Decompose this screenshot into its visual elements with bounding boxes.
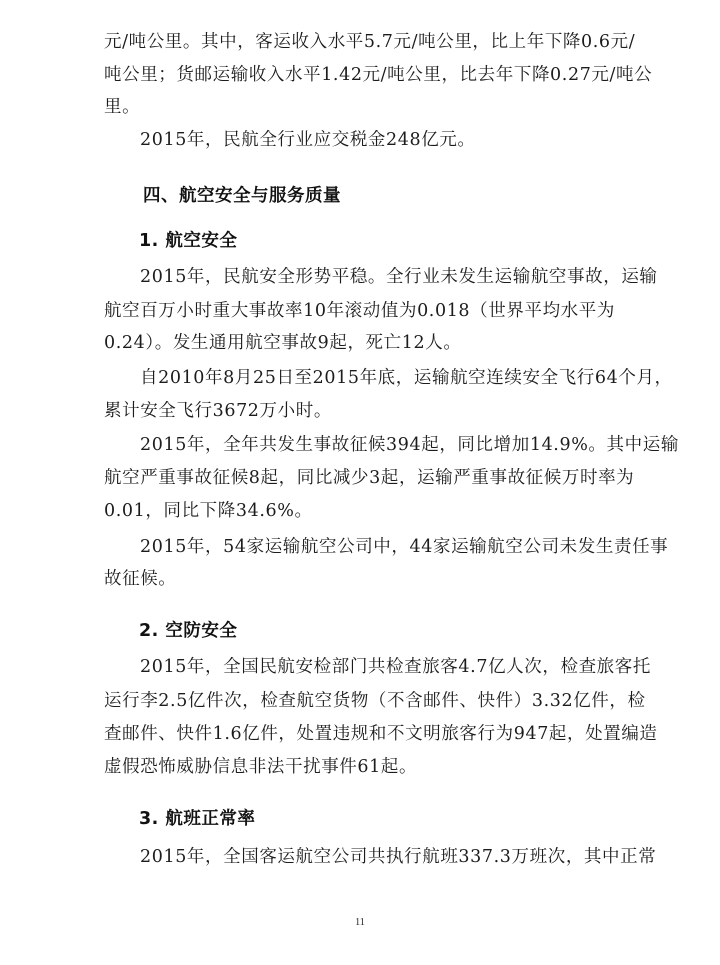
body-text-line: 2015年，民航安全形势平稳。全行业未发生运输航空事故，运输 [140, 267, 658, 287]
subheading-aviation-safety: 1. 航空安全 [139, 231, 238, 251]
section-heading: 四、航空安全与服务质量 [143, 186, 341, 206]
body-text-line: 元/吨公里。其中，客运收入水平5.7元/吨公里，比上年下降0.6元/ [104, 32, 636, 52]
body-text-line: 0.01，同比下降34.6%。 [104, 501, 313, 521]
body-text-line: 2015年，全国客运航空公司共执行航班337.3万班次，其中正常 [140, 847, 657, 867]
page-number: 11 [355, 917, 365, 928]
body-text-line: 累计安全飞行3672万小时。 [104, 401, 332, 421]
body-text-line: 运行李2.5亿件次，检查航空货物（不含邮件、快件）3.32亿件，检 [104, 691, 646, 711]
body-text-line: 吨公里；货邮运输收入水平1.42元/吨公里，比去年下降0.27元/吨公 [104, 65, 653, 85]
body-text-line: 虚假恐怖威胁信息非法干扰事件61起。 [104, 757, 418, 777]
subheading-aviation-security: 2. 空防安全 [139, 621, 238, 641]
body-text-line: 0.24）。发生通用航空事故9起，死亡12人。 [104, 333, 462, 353]
body-text-line: 2015年，全年共发生事故征候394起，同比增加14.9%。其中运输 [140, 435, 679, 455]
body-text-line: 自2010年8月25日至2015年底，运输航空连续安全飞行64个月， [140, 368, 673, 388]
body-text-line: 查邮件、快件1.6亿件，处置违规和不文明旅客行为947起，处置编造 [104, 724, 658, 744]
subheading-flight-punctuality: 3. 航班正常率 [139, 809, 256, 829]
body-text-line: 航空严重事故征候8起，同比减少3起，运输严重事故征候万时率为 [104, 468, 635, 488]
body-text-line: 航空百万小时重大事故率10年滚动值为0.018（世界平均水平为 [104, 301, 615, 321]
body-text-line: 2015年，全国民航安检部门共检查旅客4.7亿人次，检查旅客托 [140, 657, 651, 677]
body-text-line: 2015年，54家运输航空公司中，44家运输航空公司未发生责任事 [140, 537, 669, 557]
body-text-line: 故征候。 [104, 569, 177, 589]
body-text-line: 里。 [104, 97, 141, 117]
paragraph-tax: 2015年，民航全行业应交税金248亿元。 [140, 130, 476, 150]
